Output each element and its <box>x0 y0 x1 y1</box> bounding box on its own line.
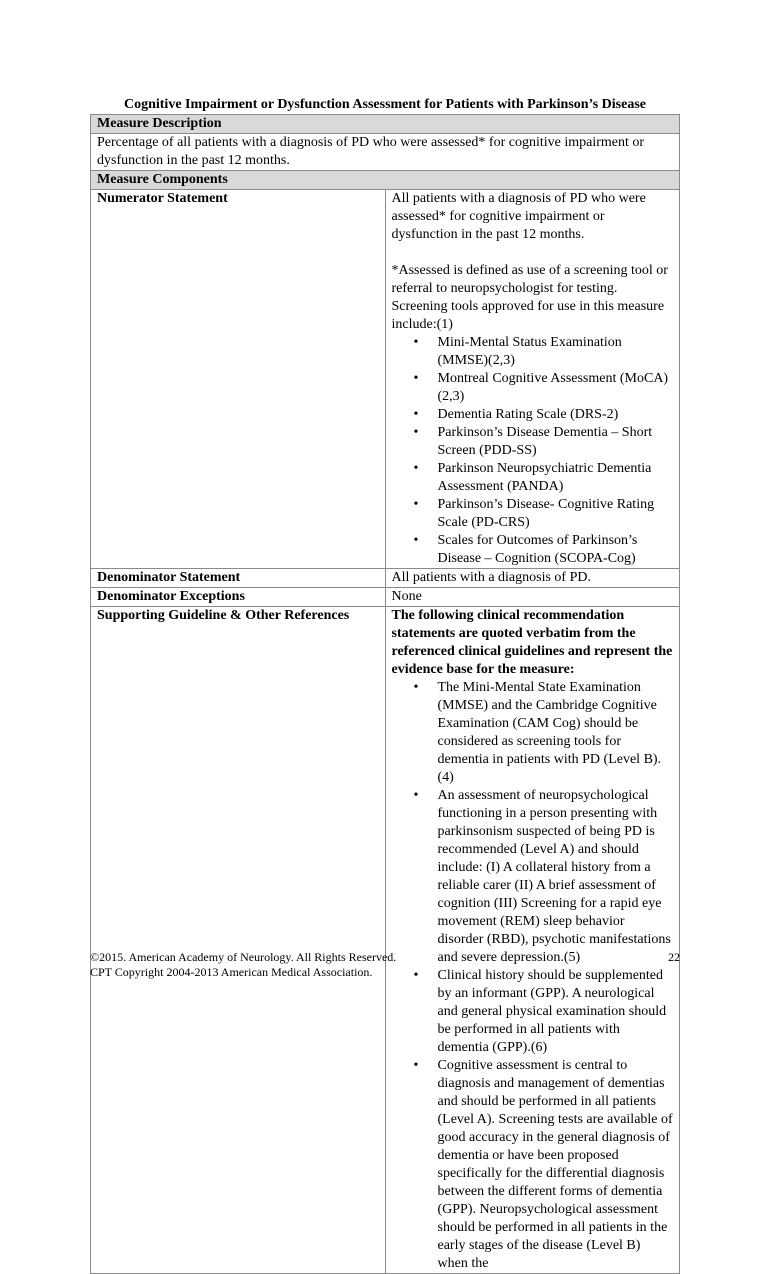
supporting-content <box>385 607 680 1274</box>
screening-tools-list <box>392 334 674 568</box>
measure-components-heading: Measure Components <box>91 171 680 190</box>
list-item: • Cognitive assessment is central to diagnosis and management of dementias and should be performed in all patients (Level A). Screening tests are available of good accuracy in the general diagnosis of dementia or have been proposed specifically for the differential diagnosis between the different forms of dementia (GPP). Neuropsychological assessment should be performed in all patients in the early stages of the disease (Level B) when the <box>438 1057 674 1273</box>
measure-description-text: Percentage of all patients with a diagnosis of PD who were assessed* for cognitive impairment or dysfunction in the past 12 months. <box>91 134 680 171</box>
list-item: • Parkinson’s Disease Dementia – Short Screen (PDD-SS) <box>438 424 674 460</box>
numerator-content <box>385 190 680 569</box>
list-item: • Dementia Rating Scale (DRS-2) <box>438 406 674 424</box>
list-item: • Mini-Mental Status Examination (MMSE)(2,3) <box>438 334 674 370</box>
document-title: Cognitive Impairment or Dysfunction Assessment for Patients with Parkinson’s Disease <box>123 97 646 112</box>
numerator-row <box>91 190 680 569</box>
denominator-text: All patients with a diagnosis of PD. <box>385 569 680 588</box>
footer-line-2 <box>90 965 680 980</box>
denominator-label: Denominator Statement <box>91 569 386 588</box>
numerator-text: All patients with a diagnosis of PD who were assessed* for cognitive impairment or dysfunction in the past 12 months. <box>391 191 646 242</box>
supporting-label: Supporting Guideline & Other References <box>91 607 386 1274</box>
measure-description-heading: Measure Description <box>91 115 680 134</box>
list-item: • An assessment of neuropsychological functioning in a person presenting with parkinsonism suspected of being PD is recommended (Level A) and should include: (I) A collateral history from a reliable carer (II) A brief assessment of cognition (III) Screening for a rapid eye movement (REM) sleep behavior disorder (RBD), psychotic manifestations and severe depression.(5) <box>438 787 674 967</box>
description-row <box>91 134 680 171</box>
description-heading-row <box>91 115 680 134</box>
denominator-row <box>91 569 680 588</box>
assessed-definition: *Assessed is defined as use of a screening tool or referral to neuropsychologist for testing. Screening tools approved for use in this measure include:(1) <box>391 263 668 332</box>
components-heading-row <box>91 171 680 190</box>
measure-table <box>90 114 680 1274</box>
page-number: 22 <box>668 950 680 964</box>
exceptions-label: Denominator Exceptions <box>91 588 386 607</box>
exceptions-row <box>91 588 680 607</box>
supporting-row <box>91 607 680 1274</box>
footer-line-1 <box>90 950 680 965</box>
list-item: • Parkinson’s Disease- Cognitive Rating Scale (PD-CRS) <box>438 496 674 532</box>
numerator-label: Numerator Statement <box>91 190 386 569</box>
exceptions-text: None <box>385 588 680 607</box>
supporting-intro: The following clinical recommendation statements are quoted verbatim from the referenced clinical guidelines and represent the evidence base for the measure: <box>391 608 673 677</box>
cpt-copyright-text: CPT Copyright 2004-2013 American Medical Association. <box>90 965 373 979</box>
list-item: • The Mini-Mental State Examination (MMSE) and the Cambridge Cognitive Examination (CAM Cog) should be considered as screening tools for dementia in patients with PD (Level B).(4) <box>438 679 674 787</box>
list-item: • Clinical history should be supplemented by an informant (GPP). A neurological and general physical examination should be performed in all patients with dementia (GPP).(6) <box>438 967 674 1057</box>
list-item: • Parkinson Neuropsychiatric Dementia Assessment (PANDA) <box>438 460 674 496</box>
list-item: • Montreal Cognitive Assessment (MoCA)(2,3) <box>438 370 674 406</box>
copyright-text: ©2015. American Academy of Neurology. All Rights Reserved. <box>90 950 397 964</box>
list-item: • Scales for Outcomes of Parkinson’s Disease – Cognition (SCOPA-Cog) <box>438 532 674 568</box>
